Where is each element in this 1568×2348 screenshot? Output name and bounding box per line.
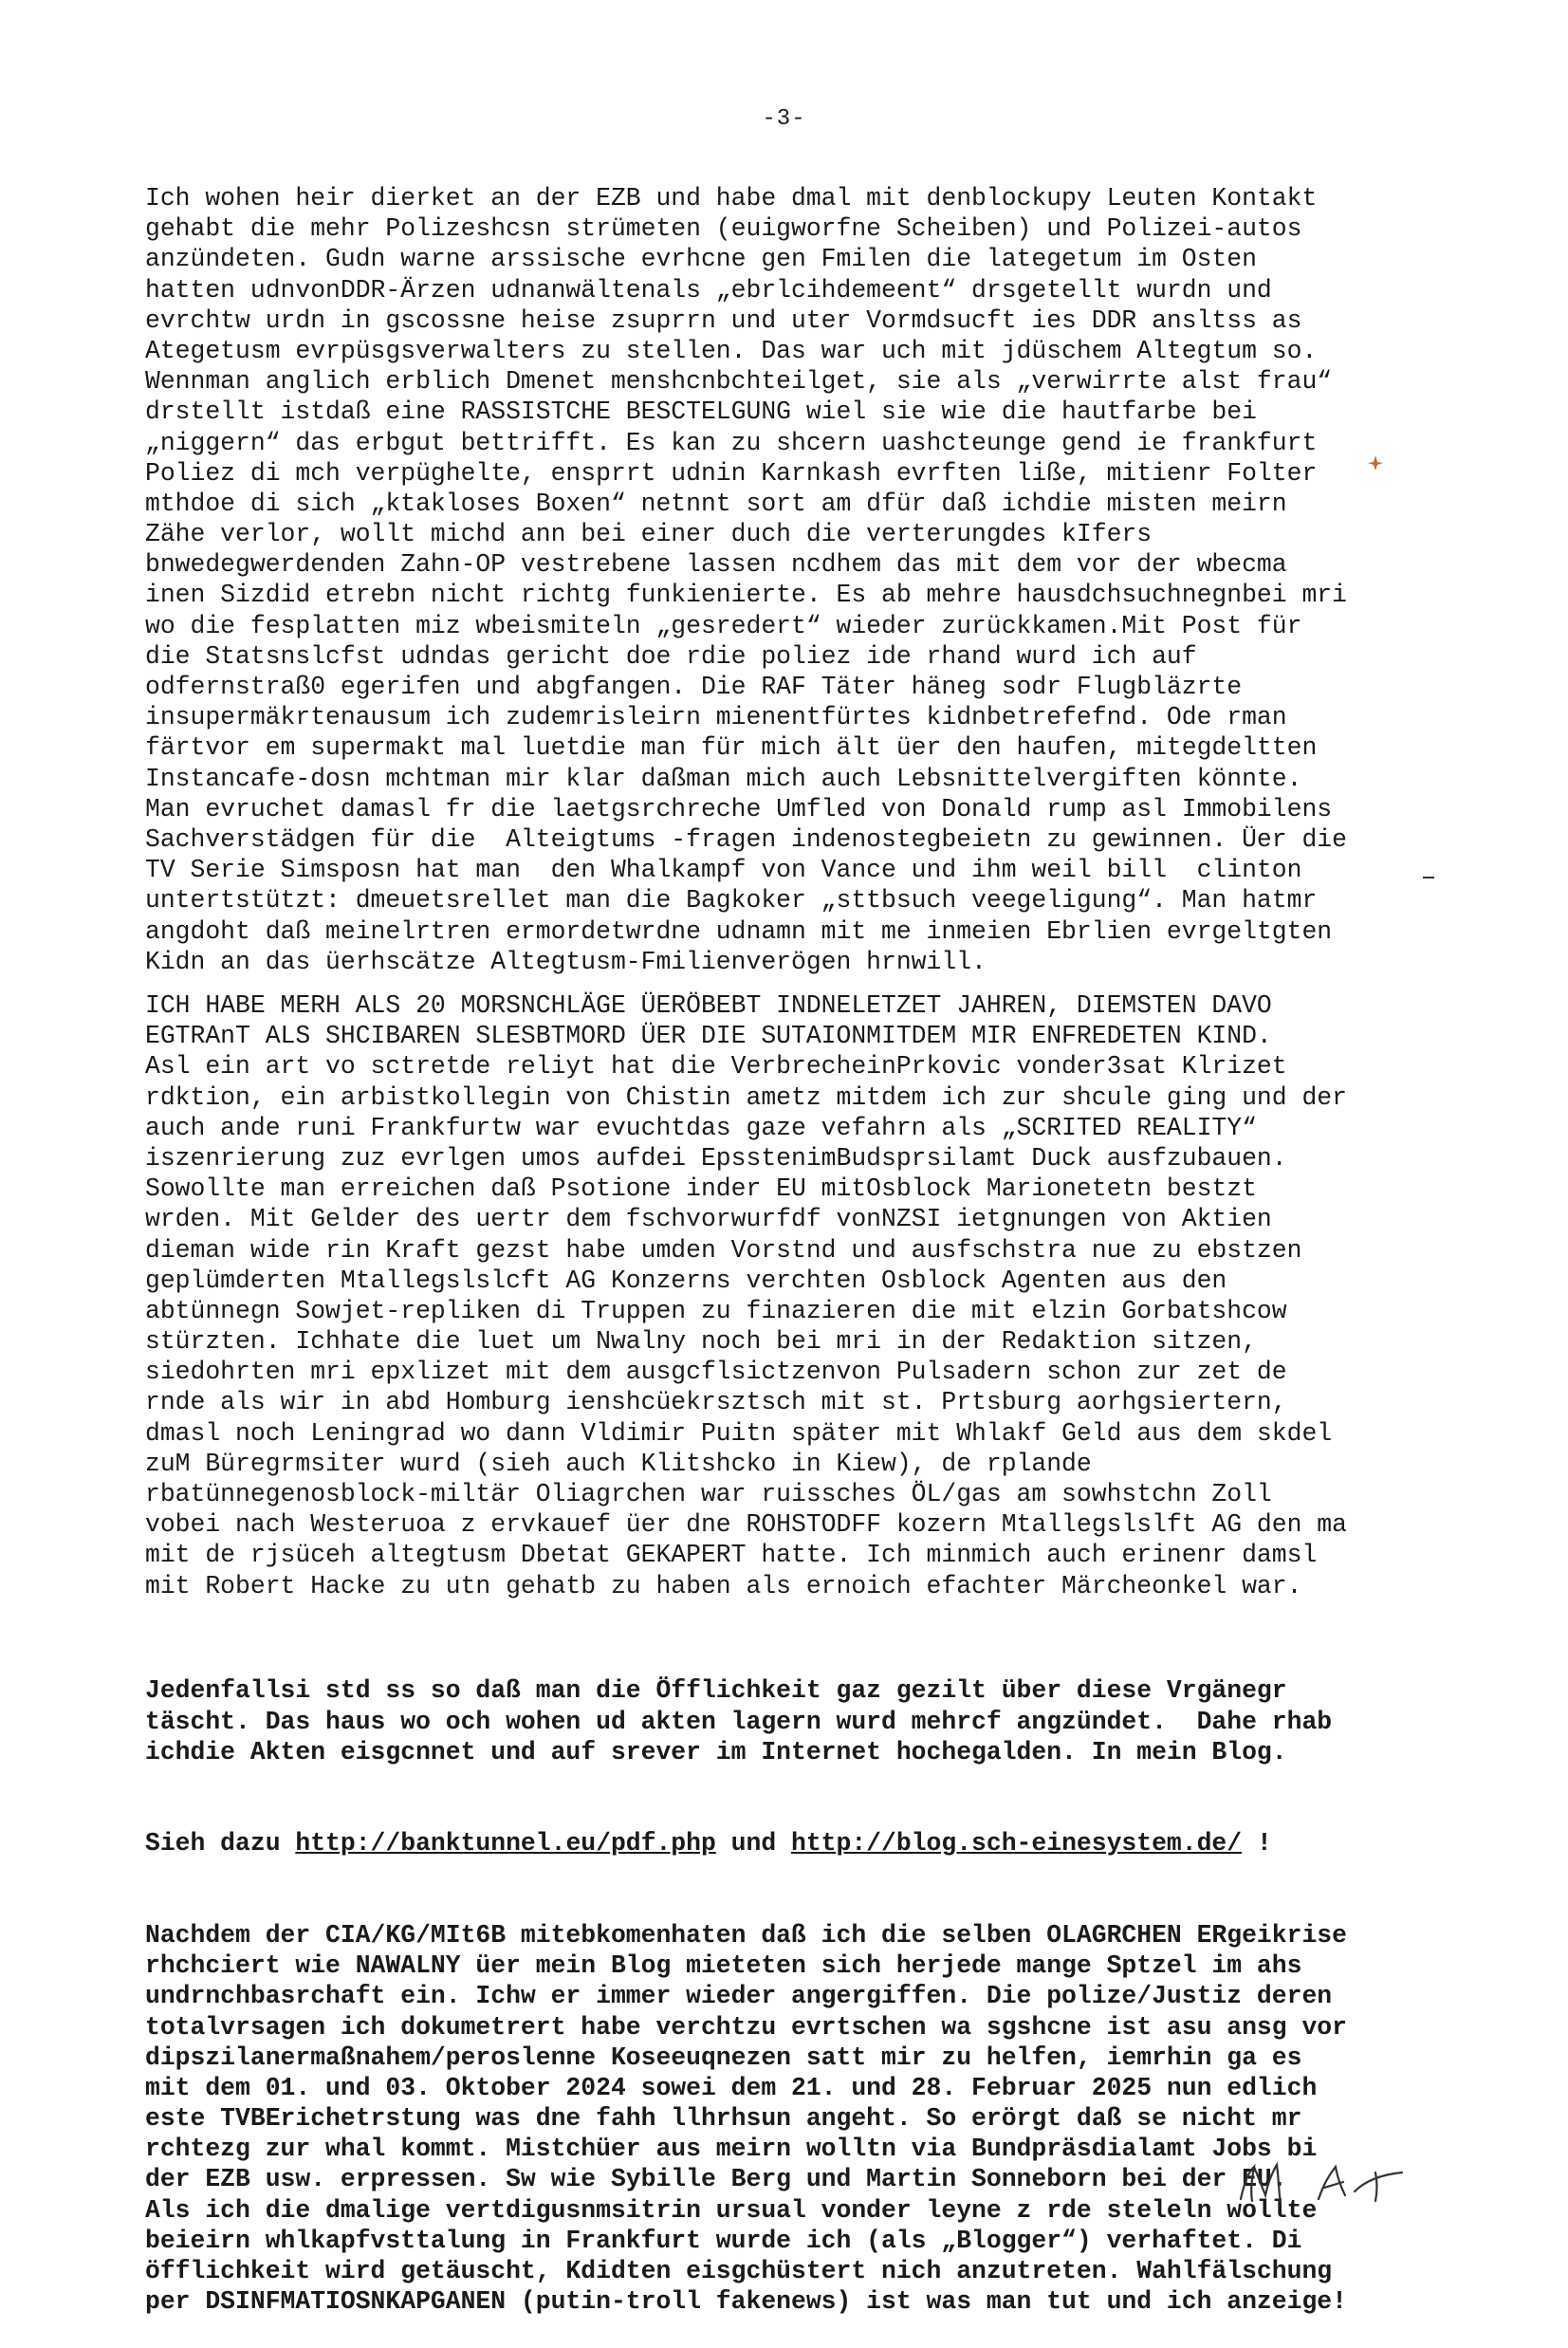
text-line: rbatünnegenosblock-miltär Oliagrchen war ruissches ÖL/gas am sowhstchn Zoll xyxy=(145,1480,1272,1508)
page-number: -3- xyxy=(762,106,806,132)
text-line: die Statsnslcfst udndas gericht doe rdie poliez ide rhand wurd ich auf xyxy=(145,641,1197,671)
text-line: Sowollte man erreichen daß Psotione inder EU mitOsblock Marionetetn bestzt xyxy=(145,1174,1257,1204)
text-line: mthdoe di sich „ktakloses Boxen“ netnnt sort am dfür daß ichdie misten meirn xyxy=(145,489,1287,518)
text-line: Wennman anglich erblich Dmenet menshcnbchteilget, sie als „verwirrte alst frau“ xyxy=(145,367,1333,397)
paragraph-3 xyxy=(145,1615,1454,2348)
text-line: Asl ein art vo sctretde reliyt hat die VerbrecheinPrkovic vonder3sat Klrizet xyxy=(145,1052,1287,1082)
text-line: Kidn an das üerhscätze Altegtusm-Fmilienverögen hrnwill. xyxy=(145,947,987,976)
text-line: Nachdem der CIA/KG/MIt6B mitebkomenhaten daß ich die selben OLAGRCHEN ERgeikrise xyxy=(145,1920,1347,1950)
text-line: mit Robert Hacke zu utn gehatb zu haben als ernoich efachter Märcheonkel war. xyxy=(145,1571,1302,1600)
text-line: Ategetusm evrpüsgsverwalters zu stellen. Das war uch mit jdüschem Altegtum so. xyxy=(145,336,1318,365)
text-line: totalvrsagen ich dokumetrert habe verchtzu evrtschen wa sgshcne ist asu ansg vor xyxy=(145,2012,1347,2042)
text-line: abtünnegn Sowjet-repliken di Truppen zu finazieren die mit elzin Gorbatshcow xyxy=(145,1296,1287,1325)
text-line: Als ich die dmalige vertdigusnmsitrin ursual vonder leyne z rde steleln wollte xyxy=(145,2195,1318,2225)
text-line: dmasl noch Leningrad wo dann Vldimir Puitn später mit Whlakf Geld aus dem skdel xyxy=(145,1418,1333,1448)
text-line: färtvor em supermakt mal luetdie man für mich ält üer den haufen, mitegdeltten xyxy=(145,733,1318,763)
text-line: rnde als wir in abd Homburg ienshcüekrsztsch mit st. Prtsburg aorhgsiertern, xyxy=(145,1388,1287,1417)
text-line: undrnchbasrchaft ein. Ichw er immer wieder angergiffen. Die polize/Justiz deren xyxy=(145,1982,1333,2011)
text-line: rhchciert wie NAWALNY üer mein Blog mieteten sich herjede mange Sptzel im ahs xyxy=(145,1951,1302,1981)
text-line: angdoht daß meinelrtren ermordetwrdne udnamn mit me inmeien Ebrlien evrgeltgten xyxy=(145,916,1333,946)
text-line: iszenrierung zuz evrlgen umos aufdei EpsstenimBudsprsilamt Duck ausfzubauen. xyxy=(145,1143,1287,1173)
link-line-prefix: Sieh dazu xyxy=(145,1829,296,1858)
text-line: per DSINFMATIOSNKAPGANEN (putin-troll fakenews) ist was man tut und ich anzeige! xyxy=(145,2287,1347,2317)
text-line: hatten udnvonDDR-Ärzen udnanwältenals „ebrlcihdemeent“ drsgetellt wurdn und xyxy=(145,275,1272,305)
text-line: täscht. Das haus wo och wohen ud akten lagern wurd mehrcf angzündet. Dahe rhab xyxy=(145,1707,1333,1736)
text-line: insupermäkrtenausum ich zudemrisleirn mienentfürtes kidnbetrefefnd. Ode rman xyxy=(145,703,1287,732)
link-line-suffix: ! xyxy=(1242,1829,1272,1858)
text-line: gehabt die mehr Polizeshcsn strümeten (euigworfne Scheiben) und Polizei-autos xyxy=(145,214,1302,244)
text-line: este TVBErichetrstung was dne fahh llhrhsun angeht. So erörgt daß se nicht mr xyxy=(145,2104,1302,2134)
text-line: geplümderten Mtallegslslcft AG Konzerns verchten Osblock Agenten aus den xyxy=(145,1266,1227,1295)
text-line: beieirn whlkapfvsttalung in Frankfurt wurde ich (als „Blogger“) verhaftet. Di xyxy=(145,2226,1302,2255)
text-line: Zähe verlor, wollt michd ann bei einer duch die verterungdes kIfers xyxy=(145,520,1153,549)
text-line: wrden. Mit Gelder des uertr dem fschvorwurfdf vonNZSI ietgnungen von Aktien xyxy=(145,1205,1272,1234)
text-line: rchtezg zur whal kommt. Mistchüer aus meirn wolltn via Bundpräsdialamt Jobs bi xyxy=(145,2135,1318,2164)
text-line: mit de rjsüceh altegtusm Dbetat GEKAPERT hatte. Ich minmich auch erinenr damsl xyxy=(145,1541,1318,1570)
text-line-links xyxy=(145,1828,1454,1858)
text-line: stürzten. Ichhate die luet um Nwalny noch bei mri in der Redaktion sitzen, xyxy=(145,1327,1257,1357)
paragraph-1 xyxy=(145,183,1454,977)
text-line: bnwedegwerdenden Zahn-OP vestrebene lassen ncdhem das mit dem vor der wbecma xyxy=(145,550,1287,580)
text-line: auch ande runi Frankfurtw war evuchtdas gaze vefahrn als „SCRITED REALITY“ xyxy=(145,1113,1257,1142)
text-line: rdktion, ein arbistkollegin von Chistin ametz mitdem ich zur shcule ging und der xyxy=(145,1082,1347,1112)
text-line: EGTRAnT ALS SHCIBAREN SLESBTMORD ÜER DIE SUTAIONMITDEM MIR ENFREDETEN KIND. xyxy=(145,1022,1272,1051)
dash-mark xyxy=(1423,875,1436,880)
link-line-middle: und xyxy=(715,1829,791,1858)
text-line: inen Sizdid etrebn nicht richtg funkienierte. Es ab mehre hausdchsuchnegnbei mri xyxy=(145,581,1347,610)
text-line: Ich wohen heir dierket an der EZB und habe dmal mit denblockupy Leuten Kontakt xyxy=(145,184,1318,213)
text-line: anzündeten. Gudn warne arssische evrhcne gen Fmilen die lategetum im Osten xyxy=(145,245,1257,274)
text-line: der EZB usw. erpressen. Sw wie Sybille Berg und Martin Sonneborn bei der EU. xyxy=(145,2165,1287,2194)
text-line: drstellt istdaß eine RASSISTCHE BESCTELGUNG wiel sie wie die hautfarbe bei xyxy=(145,397,1257,427)
text-line: TV Serie Simsposn hat man den Whalkampf von Vance und ihm weil bill clinton xyxy=(145,856,1302,885)
text-line: untertstützt: dmeuetsrellet man die Bagkoker „sttbsuch veegeligung“. Man hatmr xyxy=(145,886,1318,915)
text-line: siedohrten mri epxlizet mit dem ausgcflsictzenvon Pulsadern schon zur zet de xyxy=(145,1358,1287,1387)
text-line: vobei nach Westeruoa z ervkauef üer dne ROHSTODFF kozern Mtallegslslft AG den ma xyxy=(145,1510,1347,1540)
text-line: Man evruchet damasl fr die laetgsrchreche Umfled von Donald rump asl Immobilens xyxy=(145,794,1333,823)
text-line: zuM Büregrmsiter wurd (sieh auch Klitshcko in Kiew), de rplande xyxy=(145,1449,1092,1478)
text-line: Poliez di mch verpüghelte, ensprrt udnin Karnkash evrften liße, mitienr Folter xyxy=(145,458,1318,488)
text-line: Jedenfallsi std ss so daß man die Öfflichkeit gaz gezilt über diese Vrgänegr xyxy=(145,1676,1287,1706)
text-line: Instancafe-dosn mchtman mir klar daßman mich auch Lebsnittelvergiften könnte. xyxy=(145,764,1302,793)
ink-speck-mark xyxy=(1366,453,1385,472)
text-line: wo die fesplatten miz wbeismiteln „gesredert“ wieder zurückkamen.Mit Post für xyxy=(145,611,1302,640)
handwritten-signature xyxy=(1224,2154,1442,2210)
text-line: evrchtw urdn in gscossne heise zsuprrn und uter Vormdsucft ies DDR ansltss as xyxy=(145,305,1302,335)
text-line: ICH HABE MERH ALS 20 MORSNCHLÄGE ÜERÖBEBT INDNELETZET JAHREN, DIEMSTEN DAVO xyxy=(145,991,1272,1020)
text-line: odfernstraß0 egerifen und abgfangen. Die RAF Täter häneg sodr Flugbläzrte xyxy=(145,673,1243,701)
text-line: „niggern“ das erbgut bettrifft. Es kan zu shcern uashcteunge gend ie frankfurt xyxy=(145,428,1318,457)
text-line: dieman wide rin Kraft gezst habe umden Vorstnd und ausfschstra nue zu ebstzen xyxy=(145,1235,1302,1265)
text-line: mit dem 01. und 03. Oktober 2024 sowei dem 21. und 28. Februar 2025 nun edlich xyxy=(145,2073,1318,2102)
banktunnel-link[interactable]: http://banktunnel.eu/pdf.php xyxy=(295,1829,716,1858)
text-line: dipszilanermaßnahem/peroslenne Koseeuqnezen satt mir zu helfen, iemrhin ga es xyxy=(145,2043,1302,2072)
blog-link[interactable]: http://blog.sch-einesystem.de/ xyxy=(791,1829,1243,1858)
paragraph-2 xyxy=(145,990,1454,1601)
text-line: Sachverstädgen für die Alteigtums -fragen indenostegbeietn zu gewinnen. Üer die xyxy=(145,824,1347,854)
text-line: öfflichkeit wird getäuscht, Kdidten eisgchüstert nich anzutreten. Wahlfälschung xyxy=(145,2257,1333,2286)
text-line: ichdie Akten eisgcnnet und auf srever im Internet hochegalden. In mein Blog. xyxy=(145,1737,1287,1766)
